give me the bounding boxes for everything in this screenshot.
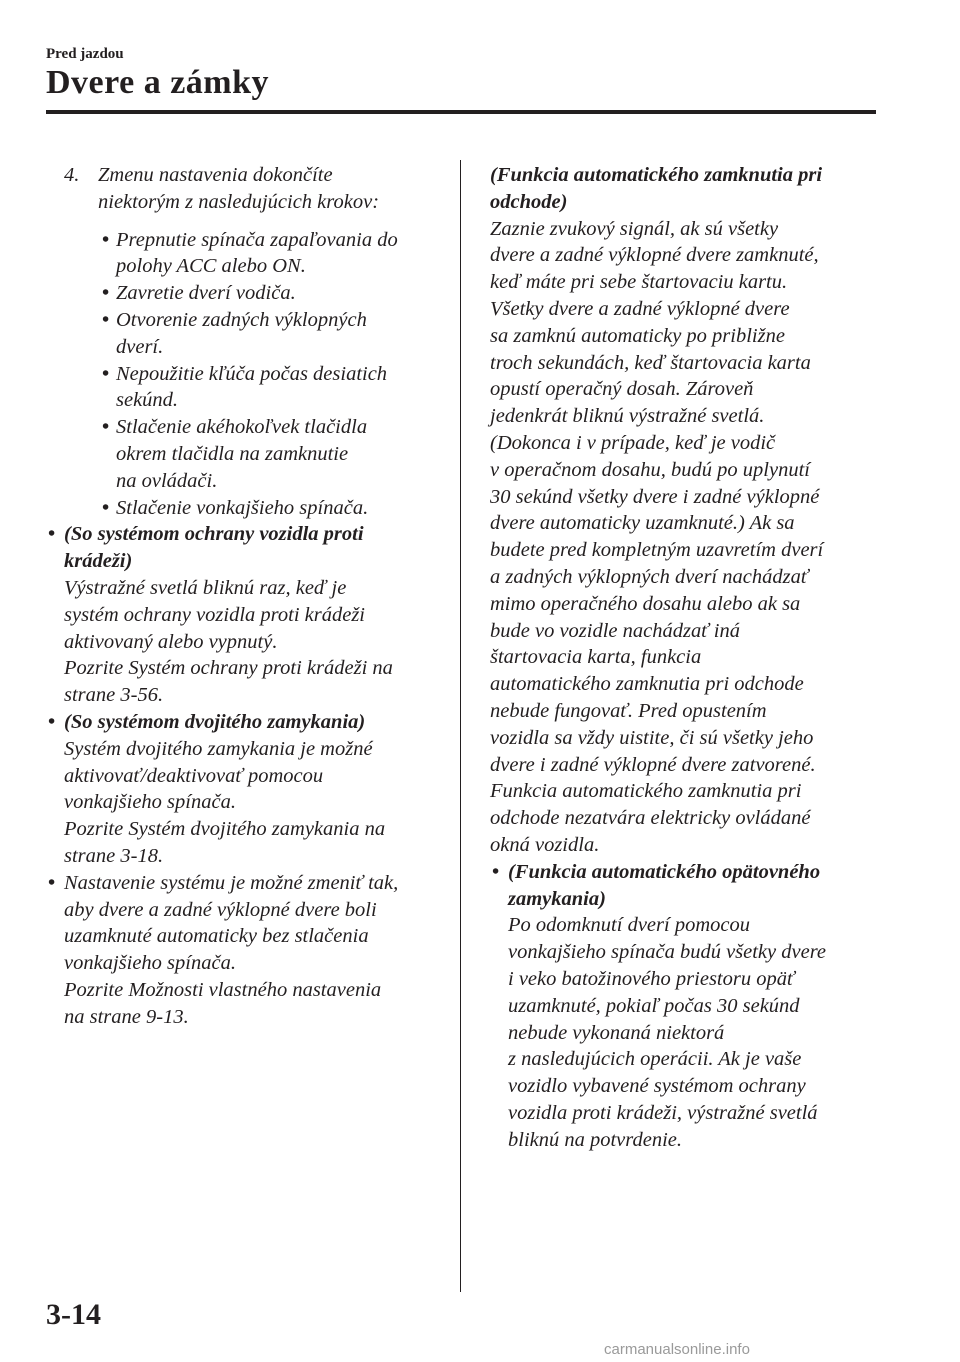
body-line: i veko batožinového priestoru opäť: [508, 967, 795, 990]
body-line: Všetky dvere a zadné výklopné dvere: [490, 297, 790, 320]
section-label: Pred jazdou: [46, 46, 124, 62]
body-line: a zadných výklopných dverí nachádzať: [490, 565, 809, 588]
body-line: sa zamknú automaticky po približne: [490, 324, 785, 347]
bullet-line: Výstražné svetlá bliknú raz, keď je: [64, 576, 347, 599]
body-line: opustí operačný dosah. Zároveň: [490, 378, 754, 401]
body-line: odchode nezatvára elektricky ovládané: [490, 807, 811, 830]
body-line: vonkajšieho spínača budú všetky dvere: [508, 941, 827, 964]
auto-lock-section: [490, 162, 890, 859]
body-line: automatického zamknutia pri odchode: [490, 673, 804, 696]
body-line: uzamknuté, pokiaľ počas 30 sekúnd: [508, 994, 800, 1017]
body-line: 30 sekúnd všetky dvere i zadné výklopné: [490, 485, 820, 508]
step-number: 4.: [64, 164, 80, 186]
sub-bullet-line: Stlačenie akéhokoľvek tlačidla: [116, 416, 368, 439]
column-divider: [460, 160, 461, 1292]
body-line: nebude fungovať. Pred opustením: [490, 699, 767, 722]
bullet-line: strane 3-18.: [64, 844, 164, 867]
body-line: vozidla sa vždy uistite, či sú všetky jeho: [490, 726, 814, 749]
step-text-line: niektorým z nasledujúcich krokov:: [98, 190, 380, 213]
body-line: dvere a zadné výklopné dvere zamknuté,: [490, 244, 819, 267]
relock-body: [508, 912, 890, 1153]
sub-bullet-line: dverí.: [116, 335, 164, 358]
left-column: [46, 162, 451, 1031]
body-line: dvere i zadné výklopné dvere zatvorené.: [490, 753, 816, 776]
bullet-icon: •: [102, 282, 110, 305]
body-line: z nasledujúcich operácii. Ak je vaše: [508, 1048, 802, 1071]
section-heading: zamykania): [508, 887, 606, 910]
title-rule: [46, 110, 876, 114]
auto-lock-body: [490, 216, 890, 859]
bullet-heading: (So systémom dvojitého zamykania): [64, 710, 366, 733]
bullet-line: strane 3-56.: [64, 684, 164, 707]
bullet-line: uzamknuté automaticky bez stlačenia: [64, 925, 369, 948]
bullet-line: na strane 9-13.: [64, 1005, 189, 1028]
bullet-line: aktivovať/deaktivovať pomocou: [64, 764, 324, 787]
bullet-line: systém ochrany vozidla proti krádeži: [64, 603, 366, 626]
anti-theft-bullet: [46, 521, 451, 709]
bullet-icon: •: [48, 871, 56, 894]
sub-bullet-line: polohy ACC alebo ON.: [116, 255, 306, 278]
sub-bullet-line: Nepoužitie kľúča počas desiatich: [116, 362, 388, 385]
sub-bullet-line: okrem tlačidla na zamknutie: [116, 442, 349, 465]
sub-bullet-line: Stlačenie vonkajšieho spínača.: [116, 496, 369, 519]
sub-bullet: [46, 414, 451, 494]
sub-bullet: [46, 280, 451, 307]
step-4: [46, 162, 451, 216]
body-line: dvere automaticky uzamknuté.) Ak sa: [490, 512, 795, 535]
right-column: [490, 162, 890, 1153]
bullet-icon: •: [102, 228, 110, 251]
body-line: mimo operačného dosahu alebo ak sa: [490, 592, 801, 615]
bullet-icon: •: [48, 523, 56, 546]
body-line: v operačnom dosahu, budú po uplynutí: [490, 458, 810, 481]
section-heading: (Funkcia automatického opätovného: [508, 860, 821, 883]
bullet-icon: •: [102, 308, 110, 331]
body-line: (Dokonca i v prípade, keď je vodič: [490, 431, 776, 454]
sub-bullet: [46, 307, 451, 361]
bullet-icon: •: [102, 496, 110, 519]
body-line: keď máte pri sebe štartovaciu kartu.: [490, 271, 788, 294]
bullet-line: Nastavenie systému je možné zmeniť tak,: [64, 871, 399, 894]
page-number: 3-14: [46, 1298, 101, 1331]
sub-bullet: [46, 361, 451, 415]
bullet-line: Pozrite Systém dvojitého zamykania na: [64, 818, 386, 841]
bullet-line: aktivovaný alebo vypnutý.: [64, 630, 278, 653]
step-text-line: Zmenu nastavenia dokončíte: [98, 164, 333, 186]
bullet-line: Pozrite Systém ochrany proti krádeži na: [64, 657, 393, 680]
relock-bullet: [490, 859, 890, 1154]
watermark: carmanualsonline.info: [604, 1341, 750, 1358]
body-line: bliknú na potvrdenie.: [508, 1128, 683, 1151]
body-line: vozidlo vybavené systémom ochrany: [508, 1075, 806, 1098]
double-lock-bullet: [46, 709, 451, 870]
sub-bullet: [46, 495, 451, 522]
sub-bullet-line: Otvorenie zadných výklopných: [116, 308, 367, 331]
body-line: troch sekundách, keď štartovacia karta: [490, 351, 811, 374]
body-line: nebude vykonaná niektorá: [508, 1021, 725, 1044]
bullet-line: Systém dvojitého zamykania je možné: [64, 737, 373, 760]
bullet-line: aby dvere a zadné výklopné dvere boli: [64, 898, 377, 921]
bullet-icon: •: [48, 710, 56, 733]
custom-setting-bullet: [46, 870, 451, 1031]
body-line: bude vo vozidle nachádzať iná: [490, 619, 740, 642]
body-line: Funkcia automatického zamknutia pri: [490, 780, 802, 803]
sub-bullet: [46, 227, 451, 281]
page-title: Dvere a zámky: [46, 64, 270, 101]
body-line: vozidla proti krádeži, výstražné svetlá: [508, 1101, 818, 1124]
body-line: budete pred kompletným uzavretím dverí: [490, 539, 824, 562]
body-line: Zaznie zvukový signál, ak sú všetky: [490, 217, 779, 240]
section-heading: odchode): [490, 190, 568, 213]
body-line: Po odomknutí dverí pomocou: [508, 914, 750, 937]
bullet-heading: (So systémom ochrany vozidla proti: [64, 523, 364, 546]
sub-bullet-line: Zavretie dverí vodiča.: [116, 282, 296, 305]
bullet-icon: •: [492, 860, 500, 883]
section-heading: (Funkcia automatického zamknutia pri: [490, 164, 823, 186]
sub-bullet-line: na ovládači.: [116, 469, 218, 492]
body-line: okná vozidla.: [490, 833, 600, 856]
bullet-heading: krádeži): [64, 550, 133, 573]
bullet-line: vonkajšieho spínača.: [64, 791, 236, 814]
bullet-icon: •: [102, 416, 110, 439]
bullet-line: vonkajšieho spínača.: [64, 952, 236, 975]
body-line: štartovacia karta, funkcia: [490, 646, 702, 669]
bullet-icon: •: [102, 362, 110, 385]
sub-bullet-line: Prepnutie spínača zapaľovania do: [116, 228, 398, 251]
sub-bullet-line: sekúnd.: [116, 389, 179, 412]
body-line: jedenkrát bliknú výstražné svetlá.: [490, 405, 765, 428]
bullet-line: Pozrite Možnosti vlastného nastavenia: [64, 978, 382, 1001]
